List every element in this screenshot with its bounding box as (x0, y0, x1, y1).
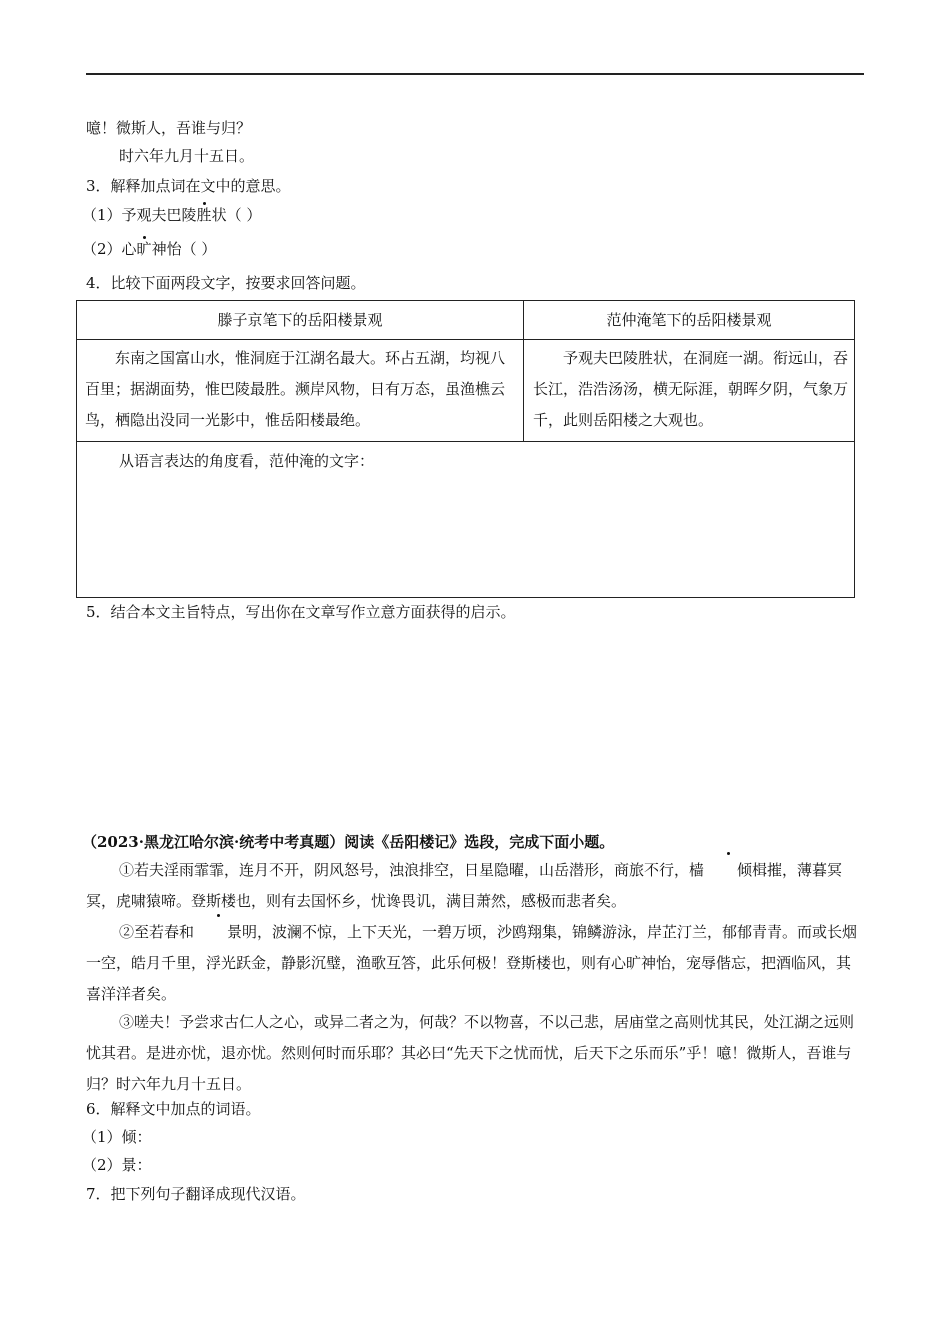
question-3-title: 3．解释加点词在文中的意思。 (86, 177, 291, 195)
question-3-item-2 (82, 239, 216, 259)
dotted-char: 胜 (196, 206, 212, 224)
paragraph-text: 楫摧，薄暮冥冥，虎啸猿啼。登斯楼也，则有去国怀乡，忧谗畏讥，满目萧然，感极而悲者矣。 (86, 861, 843, 910)
item-text: 状（ ） (211, 206, 262, 224)
dotted-char: 旷 (136, 240, 152, 258)
question-6-item-2: （2）景： (82, 1156, 152, 1174)
table-divider (77, 339, 854, 340)
text-line: 时六年九月十五日。 (119, 147, 255, 165)
question-4-title: 4．比较下面两段文字，按要求回答问题。 (86, 274, 366, 292)
text-line: 噫！微斯人，吾谁与归？ (86, 119, 252, 137)
question-6-title: 6．解释文中加点的词语。 (86, 1100, 261, 1118)
paragraph-text: 明，波澜不惊，上下天光，一碧万顷，沙鸥翔集，锦鳞游泳，岸芷汀兰，郁郁青青。而或长烟一空，皓月千里，浮光跃金，静影沉璧，渔歌互答，此乐何极！登斯楼也，则有心旷神怡，宠辱偕忘，把酒临风，其喜洋洋者矣。 (86, 923, 858, 1003)
paragraph-text: ②至若春和 (119, 923, 195, 941)
table-divider (77, 441, 854, 442)
passage-paragraph-3: ③嗟夫！予尝求古仁人之心，或异二者之为，何哉？不以物喜，不以己悲，居庙堂之高则忧其民，处江湖之远则忧其君。是进亦忧，退亦忧。然则何时而乐耶？其必曰“先天下之忧而忧，后天下之乐而乐”乎！噫！微斯人，吾谁与归？时六年九月十五日。 (86, 1013, 855, 1093)
item-text: 神怡（ ） (151, 240, 217, 258)
answer-area[interactable] (86, 625, 864, 805)
passage-paragraph-1 (86, 855, 864, 917)
section-heading: （2023·黑龙江哈尔滨·统考中考真题）阅读《岳阳楼记》选段，完成下面小题。 (82, 833, 615, 851)
question-6-item-1: （1）倾： (82, 1128, 152, 1146)
answer-area[interactable] (78, 476, 853, 596)
question-5-title: 5．结合本文主旨特点，写出你在文章写作立意方面获得的启示。 (86, 603, 516, 621)
answer-prompt: 从语言表达的角度看，范仲淹的文字： (119, 452, 375, 470)
dotted-char: 景 (194, 917, 242, 948)
col1-header: 滕子京笔下的岳阳楼景观 (217, 311, 383, 329)
col2-header: 范仲淹笔下的岳阳楼景观 (606, 311, 772, 329)
dotted-char: 倾 (704, 855, 752, 886)
question-7-title: 7．把下列句子翻译成现代汉语。 (86, 1185, 306, 1203)
passage-paragraph-2 (86, 917, 864, 1010)
col1-text: 东南之国富山水，惟洞庭于江湖名最大。环占五湖，均视八百里；据湖面势，惟巴陵最胜。濒岸风物，日有万态，虽渔樵云鸟，栖隐出没同一光影中，惟岳阳楼最绝。 (85, 349, 506, 429)
item-text: （1）予观夫巴陵 (82, 206, 197, 224)
question-3-item-1 (82, 205, 261, 225)
col2-text: 予观夫巴陵胜状，在洞庭一湖。衔远山，吞长江，浩浩汤汤，横无际涯，朝晖夕阴，气象万千，此则岳阳楼之大观也。 (533, 349, 849, 429)
paragraph-text: ①若夫淫雨霏霏，连月不开，阴风怒号，浊浪排空，日星隐曜，山岳潜形，商旅不行，樯 (119, 861, 705, 879)
comparison-table (76, 300, 855, 598)
item-text: （2）心 (82, 240, 137, 258)
header-rule (86, 73, 864, 75)
